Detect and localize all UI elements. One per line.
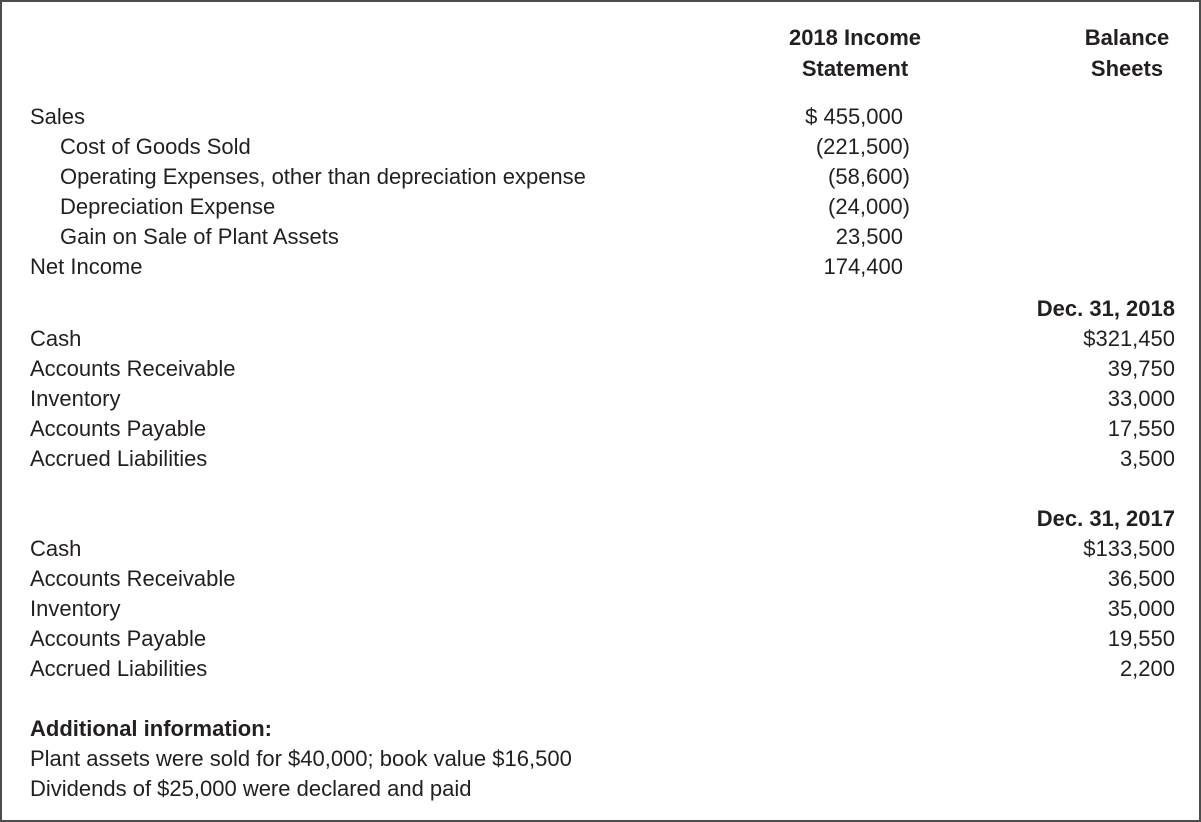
row-value: 3,500 [1119,446,1175,471]
row-value: 23,500 [835,224,903,249]
income-row-gain-on-sale [30,222,1175,252]
balance-header-line1: Balance [1084,25,1170,50]
income-statement-column-header [759,22,951,84]
row-label: Depreciation Expense [60,194,276,219]
row-value: 2,200 [1119,656,1175,681]
income-header-line1: 2018 Income [788,25,922,50]
row-label: Cost of Goods Sold [60,134,251,159]
statement-body [2,2,1199,804]
row-value: 39,750 [1107,356,1175,381]
row-label: Sales [30,104,86,129]
additional-info-line: Dividends of $25,000 were declared and paid [30,776,472,801]
row-label: Accounts Receivable [30,356,236,381]
balance-2018-row-accounts-payable [30,414,1175,444]
balance-2018-row-inventory [30,384,1175,414]
balance-2017-row-cash [30,534,1175,564]
row-label: Accrued Liabilities [30,446,208,471]
income-row-net-income [30,252,1175,282]
row-label: Accounts Receivable [30,566,236,591]
row-value: $133,500 [1083,536,1175,561]
additional-info-heading: Additional information: [30,716,272,741]
balance-2018-date-row [30,294,1175,324]
row-value: 35,000 [1107,596,1175,621]
row-label: Cash [30,326,82,351]
row-label: Inventory [30,596,121,621]
row-value: (221,500) [815,134,910,159]
row-value: 36,500 [1107,566,1175,591]
section-gap [30,282,1175,294]
row-value: (58,600) [828,164,910,189]
row-label: Inventory [30,386,121,411]
row-label: Accrued Liabilities [30,656,208,681]
income-row-sales [30,102,1175,132]
row-value: 19,550 [1107,626,1175,651]
additional-info-line: Plant assets were sold for $40,000; book value $16,500 [30,746,572,771]
row-value: (24,000) [828,194,910,219]
row-value: $ 455,000 [805,104,903,129]
row-label: Net Income [30,254,143,279]
income-header-line2: Statement [801,56,909,81]
row-value: 174,400 [823,254,903,279]
row-value: $321,450 [1083,326,1175,351]
row-value: 33,000 [1107,386,1175,411]
income-row-depreciation [30,192,1175,222]
date-header: Dec. 31, 2017 [1036,506,1175,531]
income-row-cogs [30,132,1175,162]
balance-2017-row-accounts-payable [30,624,1175,654]
row-value: 17,550 [1107,416,1175,441]
balance-2017-row-accounts-receivable [30,564,1175,594]
date-header: Dec. 31, 2018 [1036,296,1175,321]
row-label: Operating Expenses, other than depreciation expense [60,164,586,189]
income-row-operating-expenses [30,162,1175,192]
balance-2018-row-accrued-liabilities [30,444,1175,474]
section-gap [30,474,1175,504]
balance-2017-row-accrued-liabilities [30,654,1175,684]
balance-sheets-column-header [1077,22,1177,84]
balance-header-line2: Sheets [1090,56,1164,81]
row-label: Accounts Payable [30,626,207,651]
balance-2018-row-cash [30,324,1175,354]
balance-2017-date-row [30,504,1175,534]
row-label: Accounts Payable [30,416,207,441]
section-gap [30,684,1175,714]
row-label: Cash [30,536,82,561]
balance-2017-row-inventory [30,594,1175,624]
row-label: Gain on Sale of Plant Assets [60,224,339,249]
balance-2018-row-accounts-receivable [30,354,1175,384]
